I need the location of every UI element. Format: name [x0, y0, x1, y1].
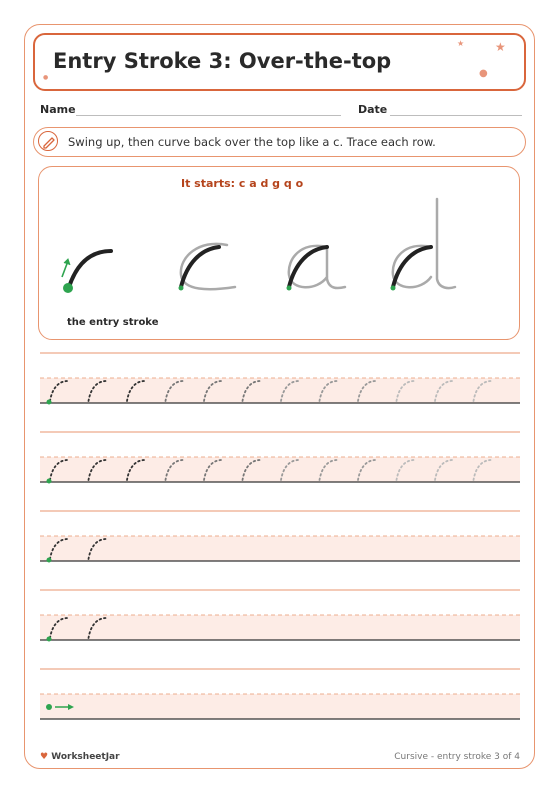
brand-name: WorksheetJar	[51, 752, 120, 762]
entry-stroke-label: the entry stroke	[67, 317, 159, 328]
name-label: Name	[40, 103, 76, 116]
midzone-band	[40, 615, 520, 640]
midzone-band	[40, 536, 520, 561]
star-icon: ★	[495, 40, 506, 54]
start-dot	[47, 558, 52, 563]
practice-row[interactable]	[40, 669, 520, 719]
start-dot	[47, 637, 52, 642]
midzone-band	[40, 694, 520, 719]
practice-row[interactable]	[40, 432, 520, 484]
instruction-text: Swing up, then curve back over the top like a c. Trace each row.	[68, 135, 436, 149]
dot-icon: ●	[479, 68, 488, 79]
page-title: Entry Stroke 3: Over-the-top	[53, 49, 392, 73]
date-label: Date	[358, 103, 388, 116]
heart-icon: ♥	[40, 752, 49, 762]
start-dot	[46, 704, 52, 710]
footer-brand	[40, 752, 120, 762]
dot-icon: ●	[43, 74, 49, 81]
star-icon: ★	[457, 39, 465, 48]
practice-row[interactable]	[40, 511, 520, 563]
practice-row[interactable]	[40, 590, 520, 642]
practice-row[interactable]	[40, 353, 520, 405]
start-dot	[47, 400, 52, 405]
footer-page: Cursive - entry stroke 3 of 4	[394, 752, 520, 762]
start-dot	[47, 479, 52, 484]
starts-label: It starts: c a d g q o	[181, 177, 304, 190]
